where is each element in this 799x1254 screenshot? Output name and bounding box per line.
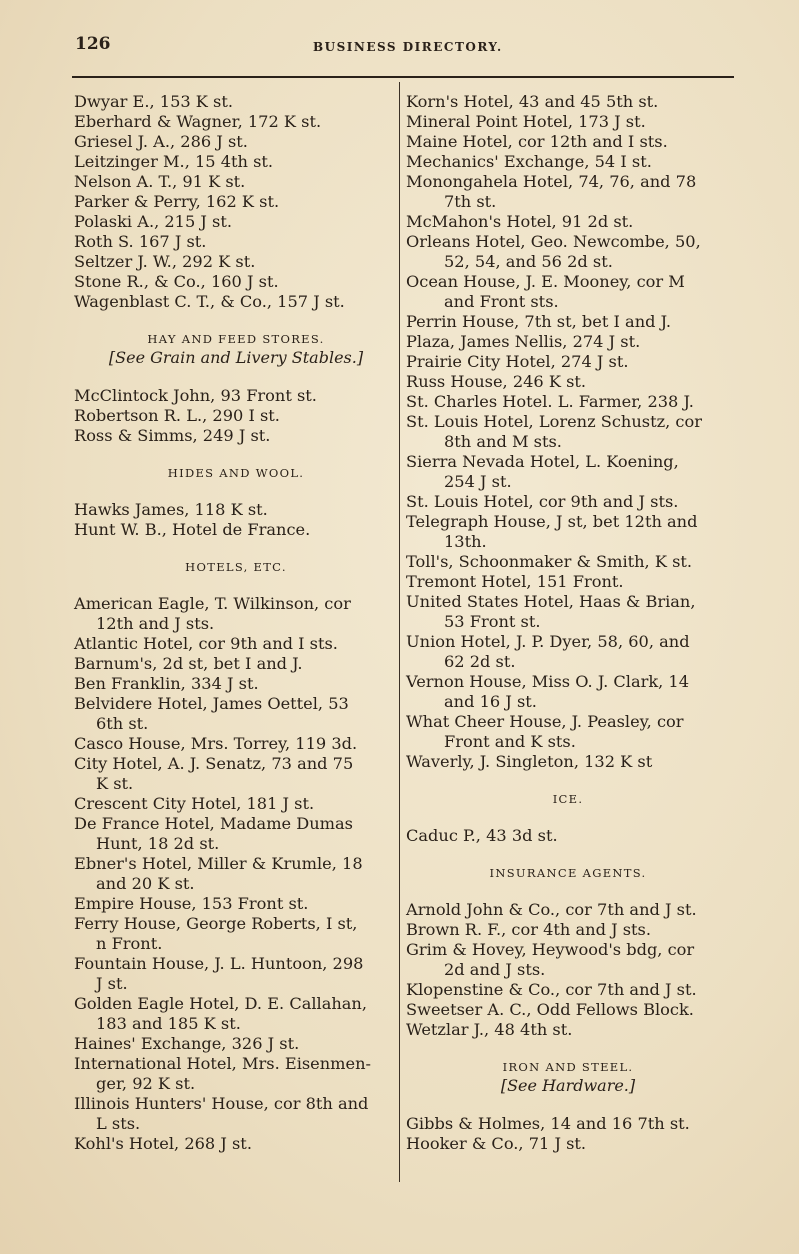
listing-entry: Sierra Nevada Hotel, L. Koening, — [406, 452, 679, 471]
section-heading-insurance: INSURANCE AGENTS. — [489, 866, 647, 880]
listing-entry: Roth S. 167 J st. — [74, 232, 207, 251]
listing-entry: Hooker & Co., 71 J st. — [406, 1134, 587, 1153]
cross-reference: [See Grain and Livery Stables.] — [108, 348, 364, 367]
listing-entry: Ben Franklin, 334 J st. — [74, 674, 259, 693]
column-divider — [399, 82, 400, 1182]
listing-entry-continued: L sts. — [96, 1114, 141, 1133]
listing-entry-continued: Hunt, 18 2d st. — [96, 834, 220, 853]
listing-entry: Casco House, Mrs. Torrey, 119 3d. — [74, 734, 358, 753]
listing-entry: Crescent City Hotel, 181 J st. — [74, 794, 315, 813]
listing-entry: Waverly, J. Singleton, 132 K st — [406, 752, 653, 771]
listing-entry: What Cheer House, J. Peasley, cor — [406, 712, 684, 731]
listing-entry: McClintock John, 93 Front st. — [74, 386, 317, 405]
listing-entry: Polaski A., 215 J st. — [74, 212, 233, 231]
listing-entry-continued: ger, 92 K st. — [96, 1074, 196, 1093]
listing-entry: Union Hotel, J. P. Dyer, 58, 60, and — [406, 632, 690, 651]
listing-entry: Caduc P., 43 3d st. — [406, 826, 558, 845]
page-number: 126 — [75, 34, 111, 54]
listing-entry-continued: and Front sts. — [444, 292, 559, 311]
left-column — [74, 92, 398, 1154]
page-header — [75, 34, 735, 58]
listing-entry: Russ House, 246 K st. — [406, 372, 587, 391]
listing-entry: St. Charles Hotel. L. Farmer, 238 J. — [406, 392, 694, 411]
listing-entry: Klopenstine & Co., cor 7th and J st. — [406, 980, 697, 999]
listing-entry: Parker & Perry, 162 K st. — [74, 192, 280, 211]
listing-entry-continued: 2d and J sts. — [444, 960, 546, 979]
listing-entry-continued: Front and K sts. — [444, 732, 576, 751]
listing-entry: Griesel J. A., 286 J st. — [74, 132, 248, 151]
listing-entry-continued: and 16 J st. — [444, 692, 537, 711]
listing-entry: Hawks James, 118 K st. — [74, 500, 268, 519]
listing-entry: Eberhard & Wagner, 172 K st. — [74, 112, 322, 131]
listing-entry: Arnold John & Co., cor 7th and J st. — [406, 900, 697, 919]
section-heading-hay: HAY AND FEED STORES. — [147, 332, 325, 346]
listing-entry: De France Hotel, Madame Dumas — [74, 814, 353, 833]
listing-entry: McMahon's Hotel, 91 2d st. — [406, 212, 634, 231]
listing-entry: Ebner's Hotel, Miller & Krumle, 18 — [74, 854, 363, 873]
listing-entry-continued: 8th and M sts. — [444, 432, 562, 451]
listing-entry: Atlantic Hotel, cor 9th and I sts. — [74, 634, 338, 653]
listing-entry-continued: n Front. — [96, 934, 163, 953]
listing-entry-continued: 183 and 185 K st. — [96, 1014, 241, 1033]
listing-entry: Telegraph House, J st, bet 12th and — [406, 512, 698, 531]
listing-entry: Barnum's, 2d st, bet I and J. — [74, 654, 303, 673]
listing-entry: Prairie City Hotel, 274 J st. — [406, 352, 629, 371]
listing-entry: Golden Eagle Hotel, D. E. Callahan, — [74, 994, 368, 1013]
cross-reference: [See Hardware.] — [500, 1076, 636, 1095]
listing-entry: Dwyar E., 153 K st. — [74, 92, 234, 111]
listing-entry: Gibbs & Holmes, 14 and 16 7th st. — [406, 1114, 690, 1133]
listing-entry: Mechanics' Exchange, 54 I st. — [406, 152, 652, 171]
listing-entry: Tremont Hotel, 151 Front. — [406, 572, 624, 591]
listing-entry: Fountain House, J. L. Huntoon, 298 — [74, 954, 364, 973]
listing-entry-continued: 12th and J sts. — [96, 614, 215, 633]
listing-entry: Perrin House, 7th st, bet I and J. — [406, 312, 672, 331]
listing-entry: Grim & Hovey, Heywood's bdg, cor — [406, 940, 695, 959]
listing-entry: American Eagle, T. Wilkinson, cor — [74, 594, 351, 613]
listing-entry: Seltzer J. W., 292 K st. — [74, 252, 256, 271]
listing-entry-continued: 53 Front st. — [444, 612, 541, 631]
listing-block-top — [74, 92, 398, 312]
running-head: BUSINESS DIRECTORY. — [313, 40, 503, 54]
listing-entry: Illinois Hunters' House, cor 8th and — [74, 1094, 369, 1113]
listing-entry-continued: J st. — [96, 974, 128, 993]
listing-entry: Toll's, Schoonmaker & Smith, K st. — [406, 552, 693, 571]
listing-entry: Stone R., & Co., 160 J st. — [74, 272, 279, 291]
listing-entry: Robertson R. L., 290 I st. — [74, 406, 280, 425]
listing-entry: Maine Hotel, cor 12th and I sts. — [406, 132, 668, 151]
listing-entry: International Hotel, Mrs. Eisenmen- — [74, 1054, 372, 1073]
listing-entry-continued: 7th st. — [444, 192, 497, 211]
listing-entry-continued: and 20 K st. — [96, 874, 195, 893]
listing-entry: City Hotel, A. J. Senatz, 73 and 75 — [74, 754, 354, 773]
listing-entry: Ross & Simms, 249 J st. — [74, 426, 271, 445]
listing-entry: Mineral Point Hotel, 173 J st. — [406, 112, 646, 131]
listing-entry: Vernon House, Miss O. J. Clark, 14 — [406, 672, 690, 691]
listing-entry-continued: 6th st. — [96, 714, 149, 733]
header-rule — [72, 76, 734, 78]
listing-entry: Korn's Hotel, 43 and 45 5th st. — [406, 92, 659, 111]
listing-entry: Haines' Exchange, 326 J st. — [74, 1034, 300, 1053]
listing-entry: Ocean House, J. E. Mooney, cor M — [406, 272, 685, 291]
listing-entry-continued: 254 J st. — [444, 472, 512, 491]
listing-entry: Brown R. F., cor 4th and J sts. — [406, 920, 651, 939]
listing-entry: Kohl's Hotel, 268 J st. — [74, 1134, 252, 1153]
listing-entry: Ferry House, George Roberts, I st, — [74, 914, 358, 933]
section-heading-hides: HIDES AND WOOL. — [167, 466, 305, 480]
listing-entry: Monongahela Hotel, 74, 76, and 78 — [406, 172, 697, 191]
listing-entry: Wetzlar J., 48 4th st. — [406, 1020, 573, 1039]
listing-entry-continued: 62 2d st. — [444, 652, 516, 671]
section-heading-hotels: HOTELS, ETC. — [185, 560, 287, 574]
listing-entry: Hunt W. B., Hotel de France. — [74, 520, 311, 539]
listing-entry: Wagenblast C. T., & Co., 157 J st. — [74, 292, 345, 311]
listing-entry: St. Louis Hotel, cor 9th and J sts. — [406, 492, 679, 511]
listing-entry-continued: 52, 54, and 56 2d st. — [444, 252, 613, 271]
listing-entry: Empire House, 153 Front st. — [74, 894, 309, 913]
listing-entry: Belvidere Hotel, James Oettel, 53 — [74, 694, 349, 713]
listing-entry: Leitzinger M., 15 4th st. — [74, 152, 274, 171]
listing-entry: Nelson A. T., 91 K st. — [74, 172, 246, 191]
section-heading-ice: ICE. — [552, 792, 584, 806]
section-heading-iron: IRON AND STEEL. — [502, 1060, 634, 1074]
listing-entry: Sweetser A. C., Odd Fellows Block. — [406, 1000, 694, 1019]
listing-entry-continued: K st. — [96, 774, 134, 793]
listing-entry: Plaza, James Nellis, 274 J st. — [406, 332, 641, 351]
listing-entry: United States Hotel, Haas & Brian, — [406, 592, 696, 611]
listing-entry: Orleans Hotel, Geo. Newcombe, 50, — [406, 232, 701, 251]
listing-entry: St. Louis Hotel, Lorenz Schustz, cor — [406, 412, 702, 431]
right-column — [406, 92, 730, 1154]
listing-entry-continued: 13th. — [444, 532, 487, 551]
